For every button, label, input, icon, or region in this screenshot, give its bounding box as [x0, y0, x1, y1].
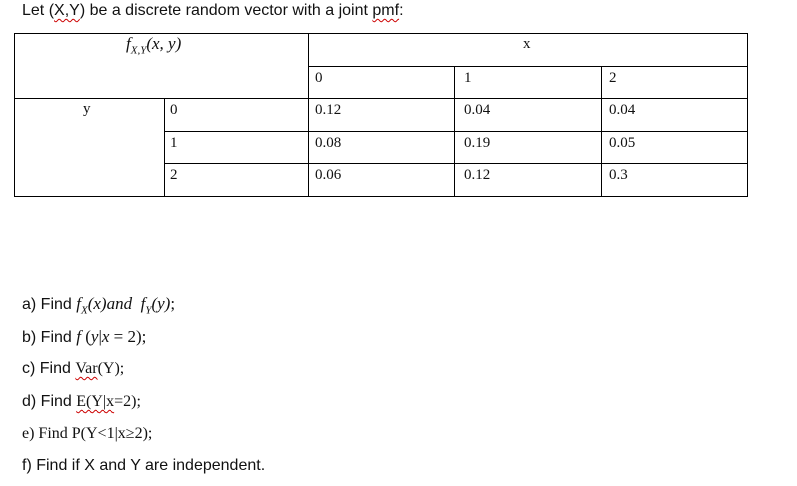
question-a-end: ; [170, 294, 176, 313]
table-rule [164, 131, 748, 132]
y-value: 2 [170, 167, 178, 183]
table-rule [14, 98, 748, 99]
table-cell: 0.12 [315, 102, 342, 118]
question-c-prefix: c) Find [22, 360, 76, 377]
x-value: 2 [609, 70, 617, 86]
intro-sentence [22, 2, 404, 20]
math-and: and [106, 294, 133, 313]
question-b [22, 327, 146, 347]
math-f: f [76, 294, 81, 313]
intro-prefix: Let ( [22, 2, 55, 19]
table-cell: 0.04 [609, 102, 636, 118]
question-d-prefix: d) Find [22, 393, 77, 410]
question-f [22, 457, 265, 475]
question-b-prefix: b) Find [22, 329, 77, 346]
question-d [22, 393, 141, 411]
table-header-pmf [126, 34, 181, 56]
math-f: f [76, 327, 81, 346]
question-a [22, 294, 175, 316]
header-args: (x, y) [146, 34, 182, 53]
header-subscript: X,Y [130, 44, 147, 57]
table-rule [308, 66, 748, 67]
math-f: f [140, 294, 146, 313]
x-label: x [523, 36, 531, 52]
intro-middle: ) be a discrete random vector with a joint [79, 2, 373, 19]
table-border-bottom [14, 196, 748, 197]
table-cell: 0.08 [315, 135, 342, 151]
table-rule [454, 66, 455, 197]
table-rule [601, 66, 602, 197]
math-y: y [90, 327, 99, 346]
question-a-f1 [76, 294, 171, 317]
y-label: y [83, 101, 91, 117]
x-value: 0 [315, 70, 323, 86]
question-e-text: e) Find P(Y<1|x≥2); [22, 425, 153, 442]
intro-suffix: : [399, 2, 404, 19]
table-cell: 0.05 [609, 135, 636, 151]
math-eq: = 2); [109, 327, 147, 346]
math-bar: | [98, 327, 102, 346]
table-cell: 0.19 [464, 135, 491, 151]
math-arg: (x) [87, 294, 107, 313]
table-border-left [14, 33, 15, 197]
question-c [22, 360, 124, 378]
math-x: x [101, 327, 110, 346]
question-e [22, 425, 152, 443]
table-cell: 0.06 [315, 167, 342, 183]
question-d-e: E(Y|x [76, 393, 115, 410]
question-b-math [76, 327, 85, 346]
x-value: 1 [464, 70, 472, 86]
header-f: f [126, 34, 131, 53]
intro-pmf: pmf [372, 2, 400, 19]
table-cell: 0.3 [609, 167, 628, 183]
question-c-rest: (Y); [97, 360, 125, 377]
question-a-prefix: a) Find [22, 296, 77, 313]
y-value: 0 [170, 102, 178, 118]
math-open: ( [85, 327, 91, 346]
math-sub: Y [145, 304, 152, 317]
y-value: 1 [170, 135, 178, 151]
math-sub: X [80, 304, 88, 317]
table-cell: 0.04 [464, 102, 491, 118]
table-rule [308, 33, 309, 197]
question-d-rest: =2); [114, 393, 141, 410]
math-arg: (y) [151, 294, 171, 313]
table-rule [164, 163, 748, 164]
table-border-top [14, 33, 748, 34]
table-cell: 0.12 [464, 167, 491, 183]
table-border-right [747, 33, 748, 197]
question-c-var: Var [75, 360, 98, 377]
question-f-text: f) Find if X and Y are independent. [22, 457, 266, 474]
intro-vector: X,Y [54, 2, 80, 19]
table-rule [164, 98, 165, 197]
